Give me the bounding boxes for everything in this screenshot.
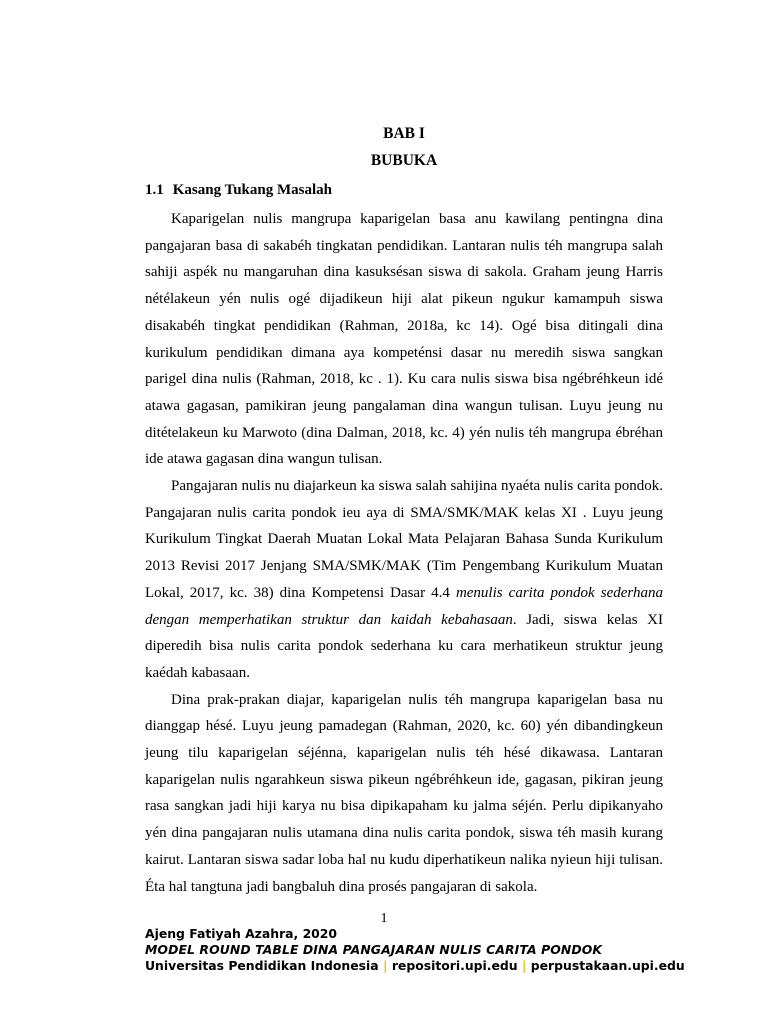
section-heading bbox=[145, 180, 332, 200]
paragraph-2-text-after: . Jadi, siswa kelas XI diperedih bisa nulis carita pondok sederhana ku cara merhatikeun struktur jeung kaédah kabasaan. bbox=[145, 611, 663, 681]
chapter-title: BUBUKA bbox=[370, 152, 438, 169]
paragraph-1: Kaparigelan nulis mangrupa kaparigelan basa anu kawilang pentingna dina pangajaran basa di sakabéh tingkatan pendidikan. Lantaran nulis téh mangrupa salah sahiji aspék nu mangaruhan dina kasuksésan siswa di sakola. Graham jeung Harris nétélakeun yén nulis ogé dijadikeun hiji alat pikeun ngukur kamampuh siswa disakabéh tingkat pendidikan (Rahman, 2018a, kc 14). Ogé bisa ditingali dina kurikulum pendidikan dimana aya kompeténsi dasar nu meredih siswa sangkan parigel dina nulis (Rahman, 2018, kc . 1). Ku cara nulis siswa bisa ngébréhkeun idé atawa gagasan, pamikiran jeung pangalaman dina wangun tulisan. Luyu jeung nu ditételakeun ku Marwoto (dina Dalman, 2018, kc. 4) yén nulis téh mangrupa ébréhan ide atawa gagasan dina wangun tulisan. bbox=[145, 211, 663, 468]
paragraph-3: Dina prak-prakan diajar, kaparigelan nulis téh mangrupa kaparigelan basa nu dianggap hésé. Luyu jeung pamadegan (Rahman, 2020, kc. 60) yén dibandingkeun jeung tilu kaparigelan séjénna, kaparigelan nulis téh hésé dikawasa. Lantaran kaparigelan nulis ngarahkeun siswa pikeun ngébréhkeun ide, gagasan, pikiran jeung rasa sangkan jadi hiji karya nu bisa dipikapaham ku jalma séjén. Perlu dipikanyaho yén dina pangajaran nulis utamana dina nulis carita pondok, siswa téh masih kurang kairut. Lantaran siswa sadar loba hal nu kudu diperhatikeun nalika nyieun hiji tulisan. Éta hal tangtuna jadi bangbaluh dina prosés pangajaran di sakola. bbox=[145, 691, 663, 895]
footer-repository-link[interactable]: repositori.upi.edu bbox=[391, 958, 518, 973]
page-number: 1 bbox=[380, 911, 388, 926]
section-number: 1.1 bbox=[145, 182, 164, 198]
chapter-heading: BAB I bbox=[383, 125, 425, 142]
footer-university: Universitas Pendidikan Indonesia bbox=[145, 958, 379, 973]
paragraph-2-text-before: Pangajaran nulis nu diajarkeun ka siswa salah sahijina nyaéta nulis carita pondok. Pangajaran nulis carita pondok ieu aya di SMA/SMK/MAK kelas XI . Luyu jeung Kurikulum Tingkat Daerah Muatan Lokal Mata Pelajaran Bahasa Sunda Kurikulum 2013 Revisi 2017 Jenjang SMA/SMK/MAK (Tim Pengembang Kurikulum Muatan Lokal, 2017, kc. 38) dina Kompetensi Dasar 4.4 bbox=[145, 478, 663, 601]
body-text bbox=[145, 206, 663, 900]
paragraph-2 bbox=[145, 473, 663, 687]
paragraph-2-italic-quote: menulis carita pondok sederhana dengan memperhatikan struktur dan kaidah kebahasaan bbox=[145, 584, 663, 628]
section-title: Kasang Tukang Masalah bbox=[172, 182, 332, 198]
footer-library-link[interactable]: perpustakaan.upi.edu bbox=[530, 958, 685, 973]
footer-author: Ajeng Fatiyah Azahra, 2020 bbox=[145, 926, 338, 941]
footer-thesis-title: MODEL ROUND TABLE DINA PANGAJARAN NULIS CARITA PONDOK bbox=[145, 942, 603, 957]
page-footer bbox=[145, 926, 705, 974]
footer-separator: | bbox=[382, 958, 388, 973]
footer-separator: | bbox=[521, 958, 527, 973]
footer-links bbox=[145, 958, 705, 974]
